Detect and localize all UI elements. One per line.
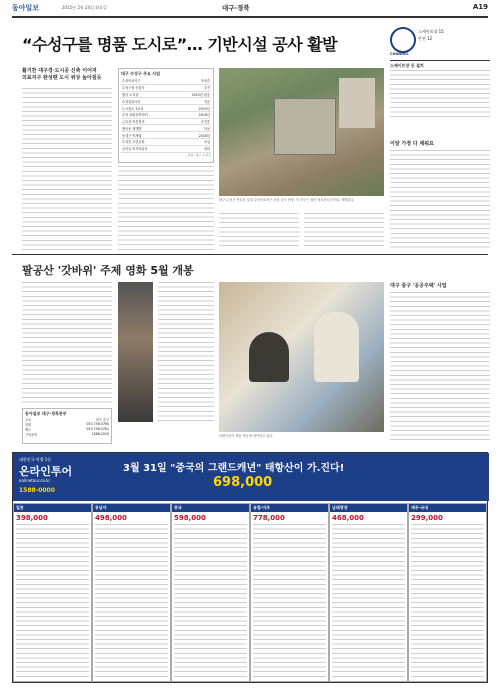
classroom-photo [219,282,384,432]
info-source: 자료: 대구 수성구 [187,152,211,157]
contact-box [22,408,112,444]
info-value: 정비 [173,145,211,152]
ad-brand[interactable]: 온라인투어 [19,465,73,478]
ad-headline-price: 698,000 [213,475,273,490]
side-box-caption: 스케이트장 등 설치 [390,63,424,68]
masthead-rule [12,16,488,18]
info-label: 수성못 수변공원 [121,139,173,146]
aerial-photo-caption: 대구 수성구 연호동 일대 수성의료지구 조성 공사 현장. 이 지구는 첨단 의료산업 단지로 개발된다. [219,198,355,202]
ad-region-column[interactable] [13,503,92,682]
ad-region-column[interactable] [408,503,487,682]
travel-advertisement [12,452,488,683]
ad-region-price: 778,000 [253,514,285,522]
info-table [121,78,211,153]
person-shape [249,332,289,382]
info-label: 도시철도 3호선 [121,105,173,112]
ad-tagline: 대한민국 여행 1등 [19,457,52,462]
ad-region-title: 중국 [172,504,249,512]
ad-grid [13,503,487,682]
page-number: A19 [472,3,488,11]
divider [390,60,490,61]
right-article2-title: 대구 중구 '공공주택' 사업 [390,283,447,289]
right-article2-text [390,292,490,442]
main-headline: “수성구를 명품 도시로”… 기반시설 공사 활발 [22,35,338,54]
contact-value[interactable]: 053-756-5761 [86,427,109,431]
info-label: 금호강 하천정비 [121,118,173,125]
info-row [121,84,211,91]
ad-slogan: 3월 31일 "중국의 그랜드캐년" 태항산이 가.진다! [123,463,345,474]
page-masthead [0,0,500,16]
contact-row [25,432,109,437]
ad-region-listing [95,524,168,679]
info-box-title: 대구 수성구 주요 사업 [121,71,160,76]
issue-date: 2015년 2월 24일 화요일 [62,5,107,10]
info-value: 2016년 [173,111,211,118]
ad-region-listing [16,524,89,679]
subhead-block [22,68,112,82]
building-shape [339,78,375,128]
info-label: 범어 도서관 [121,91,173,98]
ad-brand-url[interactable]: onlinetour.co.kr [19,478,51,483]
info-label: 수성의료지구 [121,78,173,84]
section2-headline: 팔공산 '갓바위' 주제 영화 5월 개봉 [22,264,194,277]
newspaper-logo: 동아일보 [12,3,40,12]
side-item-2: 안전 12 [418,36,433,41]
ad-phone[interactable]: 1588-0000 [19,487,55,494]
contact-label: 전화 [25,423,32,427]
contact-label: 구독문의 [25,433,38,437]
ad-region-price: 299,000 [411,514,443,522]
subhead-2: 의료지구 완성땐 도시 위상 높아질듯 [22,75,102,81]
ad-region-listing [332,524,405,679]
ad-region-title: 일본 [14,504,91,512]
info-label: 수성알파시티 [121,98,173,105]
info-label: 범어동 재개발 [121,125,173,132]
ad-region-price: 398,000 [16,514,48,522]
construction-site-shape [274,98,336,155]
contact-title: 동아일보 대구·경북본부 [25,411,67,416]
info-value: 조성 [173,139,211,146]
contact-label: 팩스 [25,428,32,432]
ad-region-column[interactable] [329,503,408,682]
ad-region-title: 동남아 [93,504,170,512]
article-text-col3 [219,213,299,250]
section-name: 대구·경북 [222,4,250,12]
ad-region-listing [411,524,484,679]
section2-text-col2 [158,282,214,422]
ad-region-price: 468,000 [332,514,364,522]
ad-region-column[interactable] [92,503,171,682]
info-value: 착공 [173,125,211,132]
info-row [121,145,211,152]
ad-banner [13,453,489,501]
ad-region-column[interactable] [250,503,329,682]
info-value: 2015년 [173,105,211,112]
ad-region-column[interactable] [171,503,250,682]
section-divider [12,254,488,255]
info-label: 수성구청 신청사 [121,84,173,91]
channel-logo-icon [390,27,416,53]
info-box [118,68,214,163]
info-value: 추진 [173,84,211,91]
section2-text-col1 [22,282,112,404]
info-label: 수성 복합문화센터 [121,111,173,118]
contact-value[interactable]: 1588-2020 [91,432,109,436]
subhead-1: 활기찬 대구경·도시공 신축 이어져 [22,68,97,74]
info-row [121,125,211,132]
info-value: 착공 [173,98,211,105]
info-row [121,111,211,118]
info-row [121,118,211,125]
article-text-col2 [118,166,214,250]
side-item-1: 스케이트장 15 [418,29,444,34]
ad-region-listing [253,524,326,679]
movie-poster [118,282,153,422]
info-value: 추진중 [173,118,211,125]
ad-region-price: 598,000 [174,514,206,522]
aerial-photo [219,68,384,196]
info-row [121,105,211,112]
ad-region-price: 498,000 [95,514,127,522]
channel-logo-text: CHANNEL [390,52,409,56]
info-value: 2016년 [173,132,211,139]
side-table [390,70,490,120]
info-value: 조성중 [173,78,211,84]
info-value: 2015년 완공 [173,91,211,98]
ad-region-title: 유럽·미주 [251,504,328,512]
ad-region-title: 남태평양 [330,504,407,512]
ad-region-title: 제주·국내 [409,504,486,512]
info-row [121,132,211,139]
child-shape [314,312,359,382]
right-article-title: 이달 가정 다 채워요 [390,141,434,147]
contact-value[interactable]: 053-756-5760 [86,422,109,426]
contact-label: 주소 [25,418,32,422]
article-text-col4 [304,213,384,250]
contact-value[interactable]: 대구 중구 [95,418,109,422]
ad-region-listing [174,524,247,679]
info-row [121,91,211,98]
info-label: 들안길 먹거리타운 [121,145,173,152]
side-box [390,25,490,135]
info-label: 동대구 역세권 [121,132,173,139]
right-article-text [390,150,490,250]
info-row [121,98,211,105]
info-row [121,139,211,146]
article-text-col1 [22,88,112,250]
classroom-photo-caption: 어린이들이 체험 학습에 참여하고 있다. [219,434,274,438]
